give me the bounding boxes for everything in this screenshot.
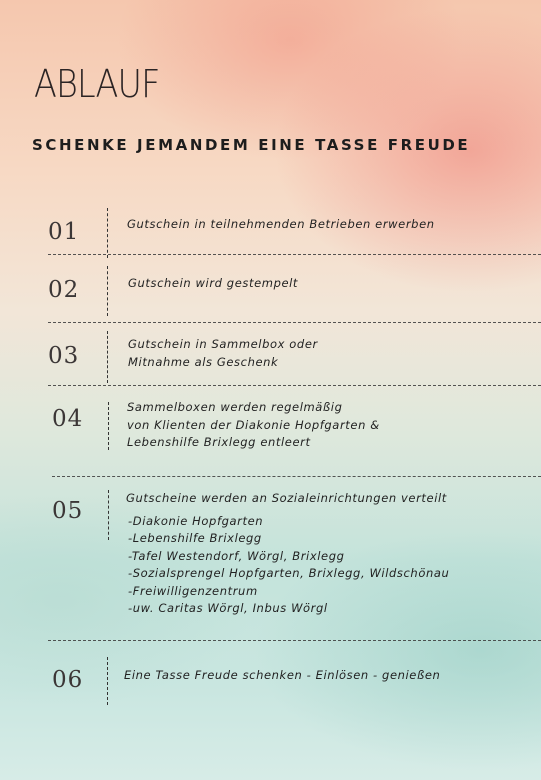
list-item: -Tafel Westendorf, Wörgl, Brixlegg	[128, 548, 345, 563]
divider-line	[48, 322, 541, 323]
step-separator	[108, 490, 109, 540]
step-separator	[107, 208, 108, 258]
step-text-line: Sammelboxen werden regelmäßig	[127, 400, 343, 414]
institution-list	[128, 513, 449, 618]
step-separator	[108, 402, 109, 450]
step-text-line: von Klienten der Diakonie Hopfgarten &	[127, 417, 380, 432]
step-separator	[107, 331, 108, 383]
step-number: 06	[52, 667, 84, 693]
divider-line	[48, 385, 541, 386]
list-item: -uw. Caritas Wörgl, Inbus Wörgl	[128, 601, 328, 615]
step-text	[127, 399, 380, 452]
step-text-line: Gutschein in Sammelbox oder	[128, 337, 318, 351]
divider-line	[48, 254, 541, 255]
step-separator	[107, 266, 108, 316]
list-item: -Lebenshilfe Brixlegg	[128, 531, 262, 545]
step-text-line: Mitnahme als Geschenk	[128, 354, 279, 369]
page-subtitle: SCHENKE JEMANDEM EINE TASSE FREUDE	[32, 136, 471, 154]
page-title: ABLAUF	[34, 62, 160, 106]
list-item: -Diakonie Hopfgarten	[128, 513, 264, 528]
divider-line	[52, 476, 541, 477]
step-separator	[107, 657, 108, 705]
list-item: -Sozialsprengel Hopfgarten, Brixlegg, Wildschönau	[128, 566, 450, 580]
step-text: Gutschein in teilnehmenden Betrieben erwerben	[127, 217, 435, 231]
step-number: 04	[52, 406, 84, 432]
step-number: 01	[48, 219, 80, 245]
step-text	[128, 336, 318, 371]
divider-line	[48, 640, 541, 641]
list-item: -Freiwilligenzentrum	[128, 583, 258, 598]
step-text	[126, 490, 449, 618]
step-text-line: Gutscheine werden an Sozialeinrichtungen verteilt	[126, 491, 447, 505]
step-text: Gutschein wird gestempelt	[128, 276, 299, 290]
step-number: 05	[52, 498, 84, 524]
step-text: Eine Tasse Freude schenken - Einlösen - genießen	[124, 668, 441, 682]
step-number: 03	[48, 343, 80, 369]
step-number: 02	[48, 277, 80, 303]
step-text-line: Lebenshilfe Brixlegg entleert	[127, 435, 311, 449]
